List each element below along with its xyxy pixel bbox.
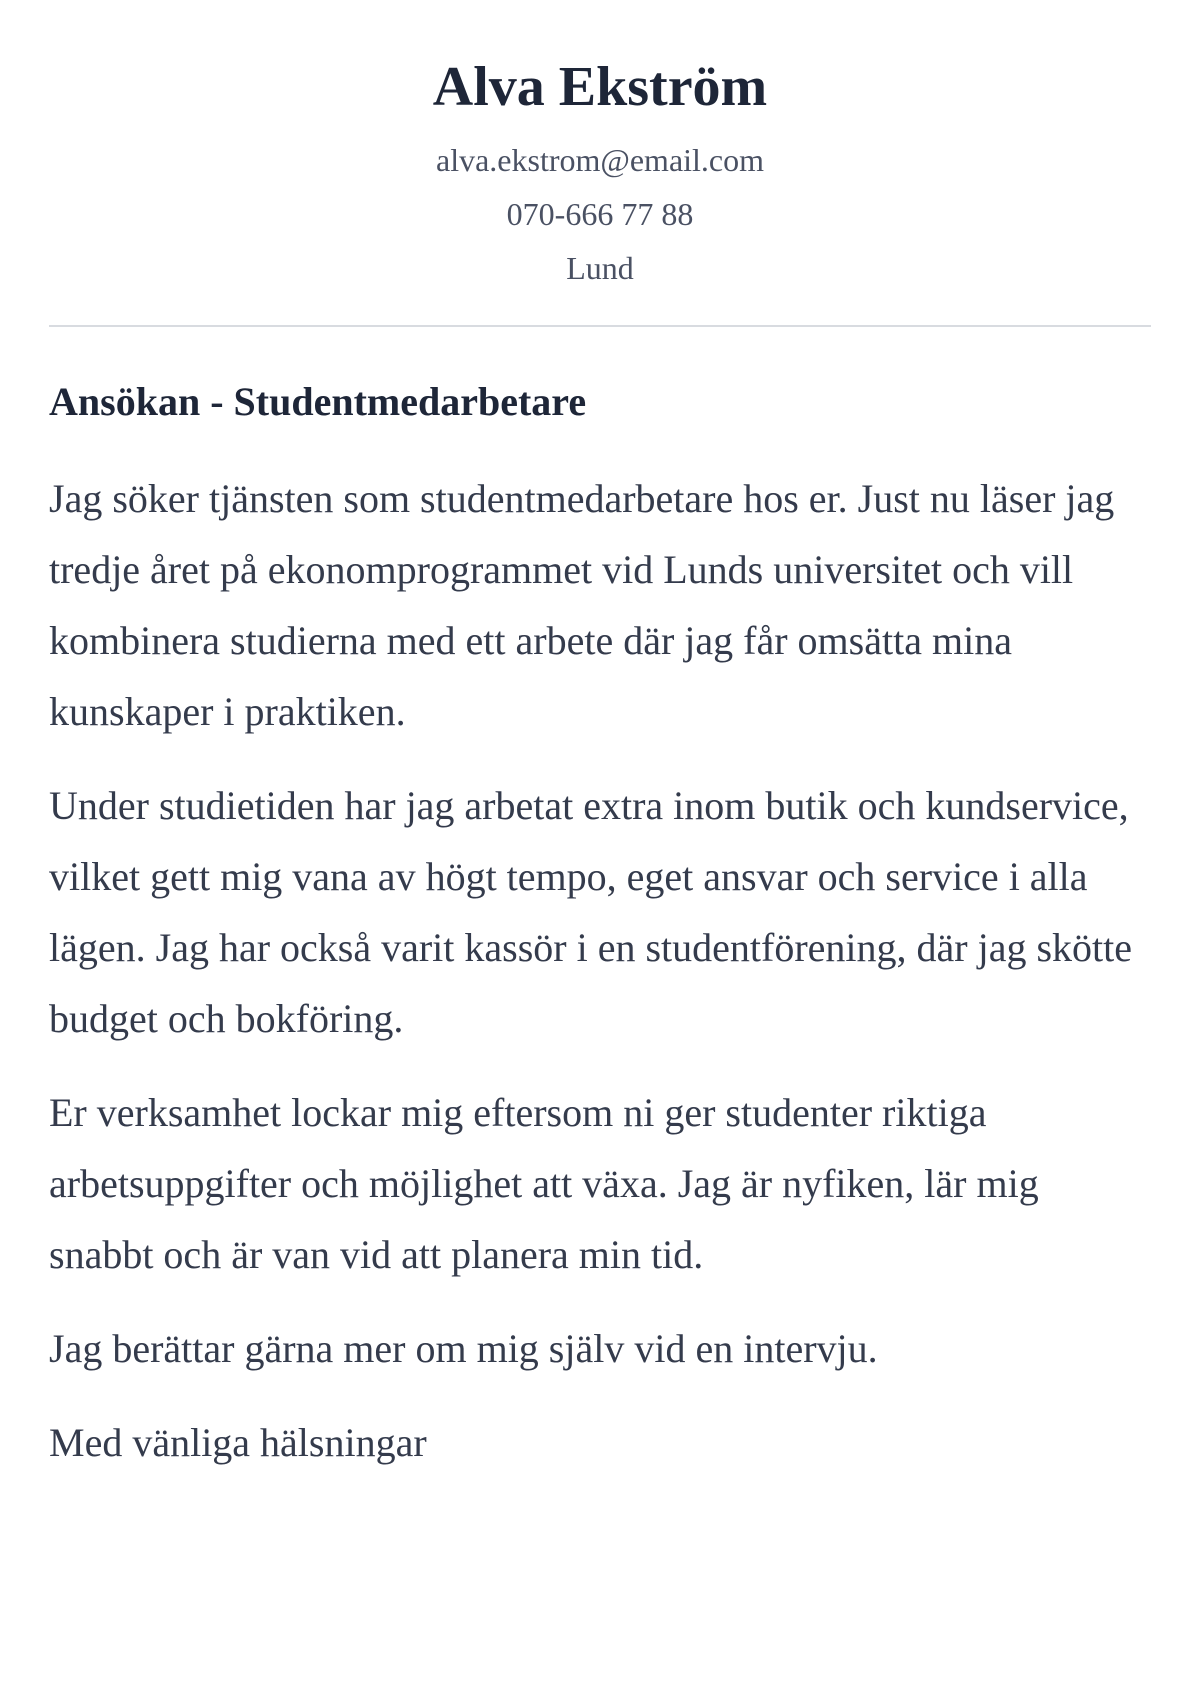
applicant-name: Alva Ekström [432,56,768,118]
contact-info [49,133,1151,295]
letter-subject: Ansökan - Studentmedarbetare [49,379,587,424]
letter-header [49,0,1151,295]
paragraph-experience: Under studietiden har jag arbetat extra inom butik och kundservice, vilket gett mig vana av högt tempo, eget ansvar och service i alla lägen. Jag har också varit kassör i en studentförening, där jag skötte budget och bokföring. [49,783,1133,1041]
paragraph-intro: Jag söker tjänsten som studentmedarbetare hos er. Just nu läser jag tredje året på ekonomprogrammet vid Lunds universitet och vill kombinera studierna med ett arbete där jag får omsätta mina kunskaper i praktiken. [49,476,1115,734]
city: Lund [566,250,634,286]
phone-number: 070-666 77 88 [506,196,694,232]
closing-line: Med vänliga hälsningar [49,1420,427,1465]
paragraph-interview: Jag berättar gärna mer om mig själv vid en intervju. [49,1326,878,1371]
paragraph-motivation: Er verksamhet lockar mig eftersom ni ger studenter riktiga arbetsuppgifter och möjlighet att växa. Jag är nyfiken, lär mig snabbt och är van vid att planera min tid. [49,1090,1039,1277]
letter-body [49,463,1151,1478]
header-divider [49,325,1151,327]
email-address: alva.ekstrom@email.com [435,142,765,178]
